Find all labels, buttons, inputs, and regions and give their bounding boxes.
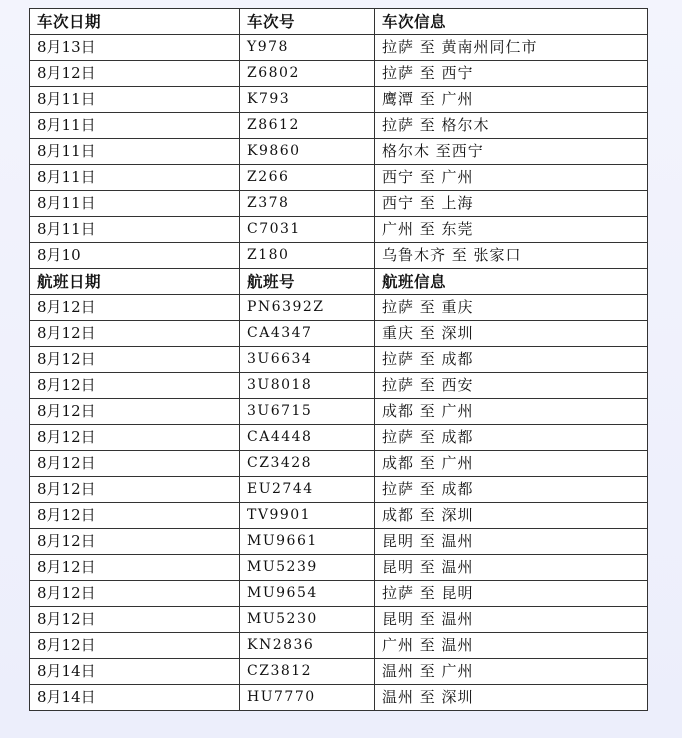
date-cell: 8月12日 [30,451,240,477]
schedule-table-frame [29,8,647,710]
flight-row [30,373,648,399]
date-cell: 8月11日 [30,87,240,113]
train-row [30,139,648,165]
route-cell: 西宁 至 广州 [375,165,648,191]
date-cell: 8月11日 [30,113,240,139]
route-cell: 格尔木 至西宁 [375,139,648,165]
train-row [30,191,648,217]
date-cell: 8月12日 [30,607,240,633]
date-cell: 8月14日 [30,659,240,685]
route-cell: 昆明 至 温州 [375,555,648,581]
number-cell: CZ3428 [240,451,375,477]
date-header: 航班日期 [30,269,240,295]
schedule-table-body [30,9,648,711]
number-cell: EU2744 [240,477,375,503]
route-cell: 温州 至 深圳 [375,685,648,711]
route-cell: 拉萨 至 黄南州同仁市 [375,35,648,61]
flight-row [30,685,648,711]
flight-row [30,295,648,321]
number-cell: Z378 [240,191,375,217]
route-cell: 拉萨 至 成都 [375,477,648,503]
train-row [30,165,648,191]
date-cell: 8月12日 [30,581,240,607]
train-header-row [30,9,648,35]
number-cell: KN2836 [240,633,375,659]
flight-row [30,633,648,659]
flight-row [30,607,648,633]
route-cell: 广州 至 温州 [375,633,648,659]
train-row [30,61,648,87]
flight-row [30,659,648,685]
number-cell: MU5230 [240,607,375,633]
number-cell: TV9901 [240,503,375,529]
number-cell: C7031 [240,217,375,243]
route-cell: 拉萨 至 重庆 [375,295,648,321]
flight-row [30,321,648,347]
route-cell: 昆明 至 温州 [375,529,648,555]
flight-header-row [30,269,648,295]
date-cell: 8月11日 [30,139,240,165]
date-cell: 8月11日 [30,217,240,243]
info-header: 车次信息 [375,9,648,35]
route-cell: 拉萨 至 成都 [375,347,648,373]
train-row [30,35,648,61]
flight-row [30,451,648,477]
number-cell: CA4347 [240,321,375,347]
number-cell: MU9661 [240,529,375,555]
date-cell: 8月12日 [30,321,240,347]
number-cell: CZ3812 [240,659,375,685]
route-cell: 拉萨 至 昆明 [375,581,648,607]
flight-row [30,347,648,373]
train-row [30,217,648,243]
route-cell: 拉萨 至 西宁 [375,61,648,87]
route-cell: 广州 至 东莞 [375,217,648,243]
route-cell: 西宁 至 上海 [375,191,648,217]
number-cell: MU9654 [240,581,375,607]
number-cell: HU7770 [240,685,375,711]
number-cell: 3U6715 [240,399,375,425]
route-cell: 成都 至 广州 [375,451,648,477]
number-cell: Z8612 [240,113,375,139]
number-cell: 3U8018 [240,373,375,399]
route-cell: 乌鲁木齐 至 张家口 [375,243,648,269]
date-cell: 8月12日 [30,529,240,555]
number-cell: Z6802 [240,61,375,87]
date-cell: 8月11日 [30,165,240,191]
info-header: 航班信息 [375,269,648,295]
number-cell: Z266 [240,165,375,191]
date-cell: 8月12日 [30,425,240,451]
route-cell: 成都 至 深圳 [375,503,648,529]
flight-row [30,477,648,503]
number-cell: Z180 [240,243,375,269]
number-cell: K793 [240,87,375,113]
route-cell: 鹰潭 至 广州 [375,87,648,113]
number-cell: Y978 [240,35,375,61]
route-cell: 拉萨 至 西安 [375,373,648,399]
flight-row [30,555,648,581]
flight-row [30,581,648,607]
number-cell: MU5239 [240,555,375,581]
schedule-table [29,8,648,711]
route-cell: 拉萨 至 格尔木 [375,113,648,139]
date-cell: 8月12日 [30,347,240,373]
number-cell: 3U6634 [240,347,375,373]
date-cell: 8月12日 [30,555,240,581]
date-cell: 8月14日 [30,685,240,711]
route-cell: 成都 至 广州 [375,399,648,425]
number-header: 车次号 [240,9,375,35]
flight-row [30,399,648,425]
date-cell: 8月12日 [30,295,240,321]
date-cell: 8月10 [30,243,240,269]
number-header: 航班号 [240,269,375,295]
date-cell: 8月13日 [30,35,240,61]
flight-row [30,529,648,555]
train-row [30,113,648,139]
route-cell: 昆明 至 温州 [375,607,648,633]
number-cell: PN6392Z [240,295,375,321]
route-cell: 温州 至 广州 [375,659,648,685]
date-cell: 8月12日 [30,399,240,425]
date-cell: 8月11日 [30,191,240,217]
flight-row [30,503,648,529]
train-row [30,243,648,269]
date-cell: 8月12日 [30,61,240,87]
number-cell: K9860 [240,139,375,165]
date-cell: 8月12日 [30,503,240,529]
date-cell: 8月12日 [30,477,240,503]
route-cell: 重庆 至 深圳 [375,321,648,347]
flight-row [30,425,648,451]
number-cell: CA4448 [240,425,375,451]
train-row [30,87,648,113]
date-cell: 8月12日 [30,373,240,399]
date-header: 车次日期 [30,9,240,35]
date-cell: 8月12日 [30,633,240,659]
route-cell: 拉萨 至 成都 [375,425,648,451]
